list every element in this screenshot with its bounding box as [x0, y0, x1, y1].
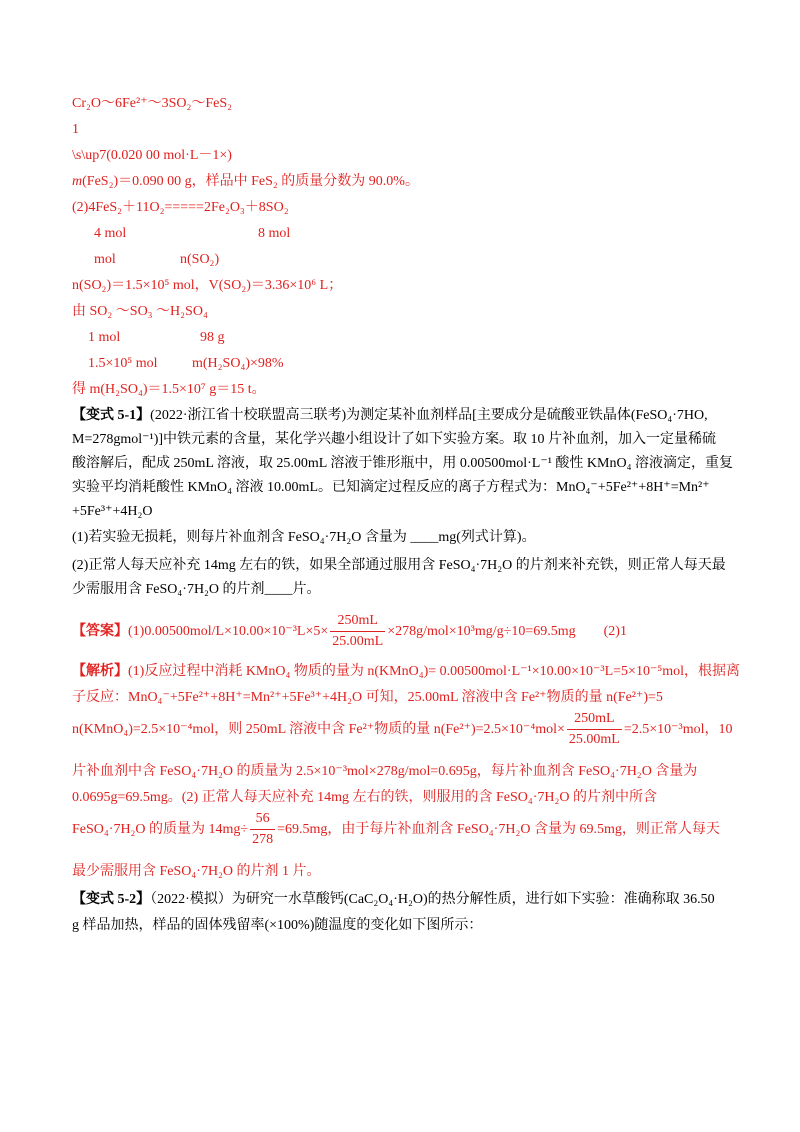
question-2-line-1: (2)正常人每天应补充 14mg 左右的铁，如果全部通过服用含 FeSO₄·7H₂O 的片剂来补充铁，则正常人每天最	[72, 558, 726, 573]
solution-line-7b: n(SO₂)	[180, 252, 220, 267]
solution-line-9: 由 SO₂ ～SO₃ ～H₂SO₄	[72, 304, 208, 319]
solution-line-4-text: (FeS₂)＝0.090 00 g，样品中 FeS₂ 的质量分数为 90.0%。	[82, 174, 419, 189]
answer-line	[72, 610, 627, 654]
answer-tag: 【答案】	[72, 624, 128, 639]
variant-5-1-line-3: 酸溶解后，配成 250mL 溶液，取 25.00mL 溶液于锥形瓶中，用 0.00500mol·L⁻¹ 酸性 KMnO₄ 溶液滴定，重复	[72, 456, 733, 471]
variant-5-1-tag: 【变式 5-1】	[72, 408, 151, 423]
question-1: (1)若实验无损耗，则每片补血剂含 FeSO₄·7H₂O 含量为 ____mg(列式计算)。	[72, 530, 536, 545]
analysis-l3-pre: n(KMnO₄)=2.5×10⁻⁴mol，则 250mL 溶液中含 Fe²⁺物质的量 n(Fe²⁺)=2.5×10⁻⁴mol×	[72, 722, 565, 737]
analysis-line-2: 子反应：MnO₄⁻+5Fe²⁺+8H⁺=Mn²⁺+5Fe³⁺+4H₂O 可知，25.00mL 溶液中含 Fe²⁺物质的量 n(Fe²⁺)=5	[72, 690, 663, 705]
analysis-line-5: 0.0695g=69.5mg。(2) 正常人每天应补充 14mg 左右的铁，则服用的含 FeSO₄·7H₂O 的片剂中所含	[72, 790, 658, 805]
analysis-fraction-2-den: 278	[252, 832, 274, 848]
solution-line-3: \s\up7(0.020 00 mol·L－1×)	[72, 148, 232, 163]
question-2-line-2: 少需服用含 FeSO₄·7H₂O 的片剂____片。	[72, 582, 321, 597]
answer-pre: (1)0.00500mol/L×10.00×10⁻³L×5×	[128, 624, 329, 639]
mass-symbol: m	[72, 174, 83, 189]
solution-line-11b: m(H₂SO₄)×98%	[192, 356, 284, 371]
variant-5-2-line-2: g 样品加热，样品的固体残留率(×100%)随温度的变化如下图所示：	[72, 918, 483, 933]
variant-5-1-line-5: +5Fe³⁺+4H₂O	[72, 504, 153, 519]
solution-line-10b: 98 g	[200, 330, 225, 345]
variant-5-1-line-1	[72, 406, 708, 426]
answer-part-2: (2)1	[603, 624, 627, 639]
analysis-line-3	[72, 708, 733, 752]
solution-line-10a: 1 mol	[88, 330, 121, 345]
analysis-fraction-1-num: 250mL	[567, 710, 622, 730]
variant-5-1-text-1: (2022·浙江省十校联盟高三联考)为测定某补血剂样品[主要成分是硫酸亚铁晶体(FeSO₄·7HO,	[150, 408, 708, 423]
analysis-tag: 【解析】	[72, 664, 128, 679]
solution-line-6a: 4 mol	[94, 226, 127, 241]
variant-5-2-text-1: （2022·模拟）为研究一水草酸钙(CaC₂O₄·H₂O)的热分解性质，进行如下实验：准确称取 36.50	[150, 892, 715, 907]
answer-fraction	[330, 612, 385, 651]
analysis-line-1	[72, 662, 740, 682]
answer-post: ×278g/mol×10³mg/g÷10=69.5mg	[387, 624, 576, 639]
analysis-l6-post: =69.5mg，由于每片补血剂含 FeSO₄·7H₂O 含量为 69.5mg，则正常人每天	[277, 822, 720, 837]
variant-5-1-line-4: 实验平均消耗酸性 KMnO₄ 溶液 10.00mL。已知滴定过程反应的离子方程式为：MnO₄⁻+5Fe²⁺+8H⁺=Mn²⁺	[72, 480, 710, 495]
solution-line-7a: mol	[94, 252, 116, 267]
answer-fraction-num: 250mL	[330, 612, 385, 632]
solution-line-2: 1	[72, 122, 79, 137]
variant-5-1-line-2: M=278gmol⁻¹)]中铁元素的含量，某化学兴趣小组设计了如下实验方案。取 10 片补血剂，加入一定量稀硫	[72, 432, 717, 447]
analysis-l3-post: =2.5×10⁻³mol，10	[623, 722, 733, 737]
analysis-fraction-1-den: 25.00mL	[568, 732, 620, 748]
variant-5-2-line-1	[72, 890, 715, 910]
analysis-l6-pre: FeSO₄·7H₂O 的质量为 14mg÷	[72, 822, 249, 837]
answer-fraction-den: 25.00mL	[332, 634, 384, 650]
solution-line-5: (2)4FeS₂＋11O₂=====2Fe₂O₃＋8SO₂	[72, 200, 289, 215]
solution-line-11a: 1.5×10⁵ mol	[88, 356, 158, 371]
analysis-fraction-2-num: 56	[250, 810, 275, 830]
analysis-fraction-1	[567, 710, 622, 749]
analysis-fraction-2	[250, 810, 275, 849]
solution-line-6b: 8 mol	[258, 226, 291, 241]
solution-line-1: Cr₂O～6Fe²⁺～3SO₂～FeS₂	[72, 96, 233, 111]
solution-line-4	[72, 172, 419, 192]
solution-line-12: 得 m(H₂SO₄)＝1.5×10⁷ g＝15 t。	[72, 382, 266, 397]
analysis-text-1: (1)反应过程中消耗 KMnO₄ 物质的量为 n(KMnO₄)= 0.00500mol·L⁻¹×10.00×10⁻³L=5×10⁻⁵mol，根据离	[128, 664, 740, 679]
analysis-line-7: 最少需服用含 FeSO₄·7H₂O 的片剂 1 片。	[72, 864, 321, 879]
solution-line-8: n(SO₂)＝1.5×10⁵ mol，V(SO₂)＝3.36×10⁶ L；	[72, 278, 343, 293]
variant-5-2-tag: 【变式 5-2】	[72, 892, 151, 907]
analysis-line-4: 片补血剂中含 FeSO₄·7H₂O 的质量为 2.5×10⁻³mol×278g/mol=0.695g，每片补血剂含 FeSO₄·7H₂O 含量为	[72, 764, 698, 779]
analysis-line-6	[72, 808, 720, 852]
